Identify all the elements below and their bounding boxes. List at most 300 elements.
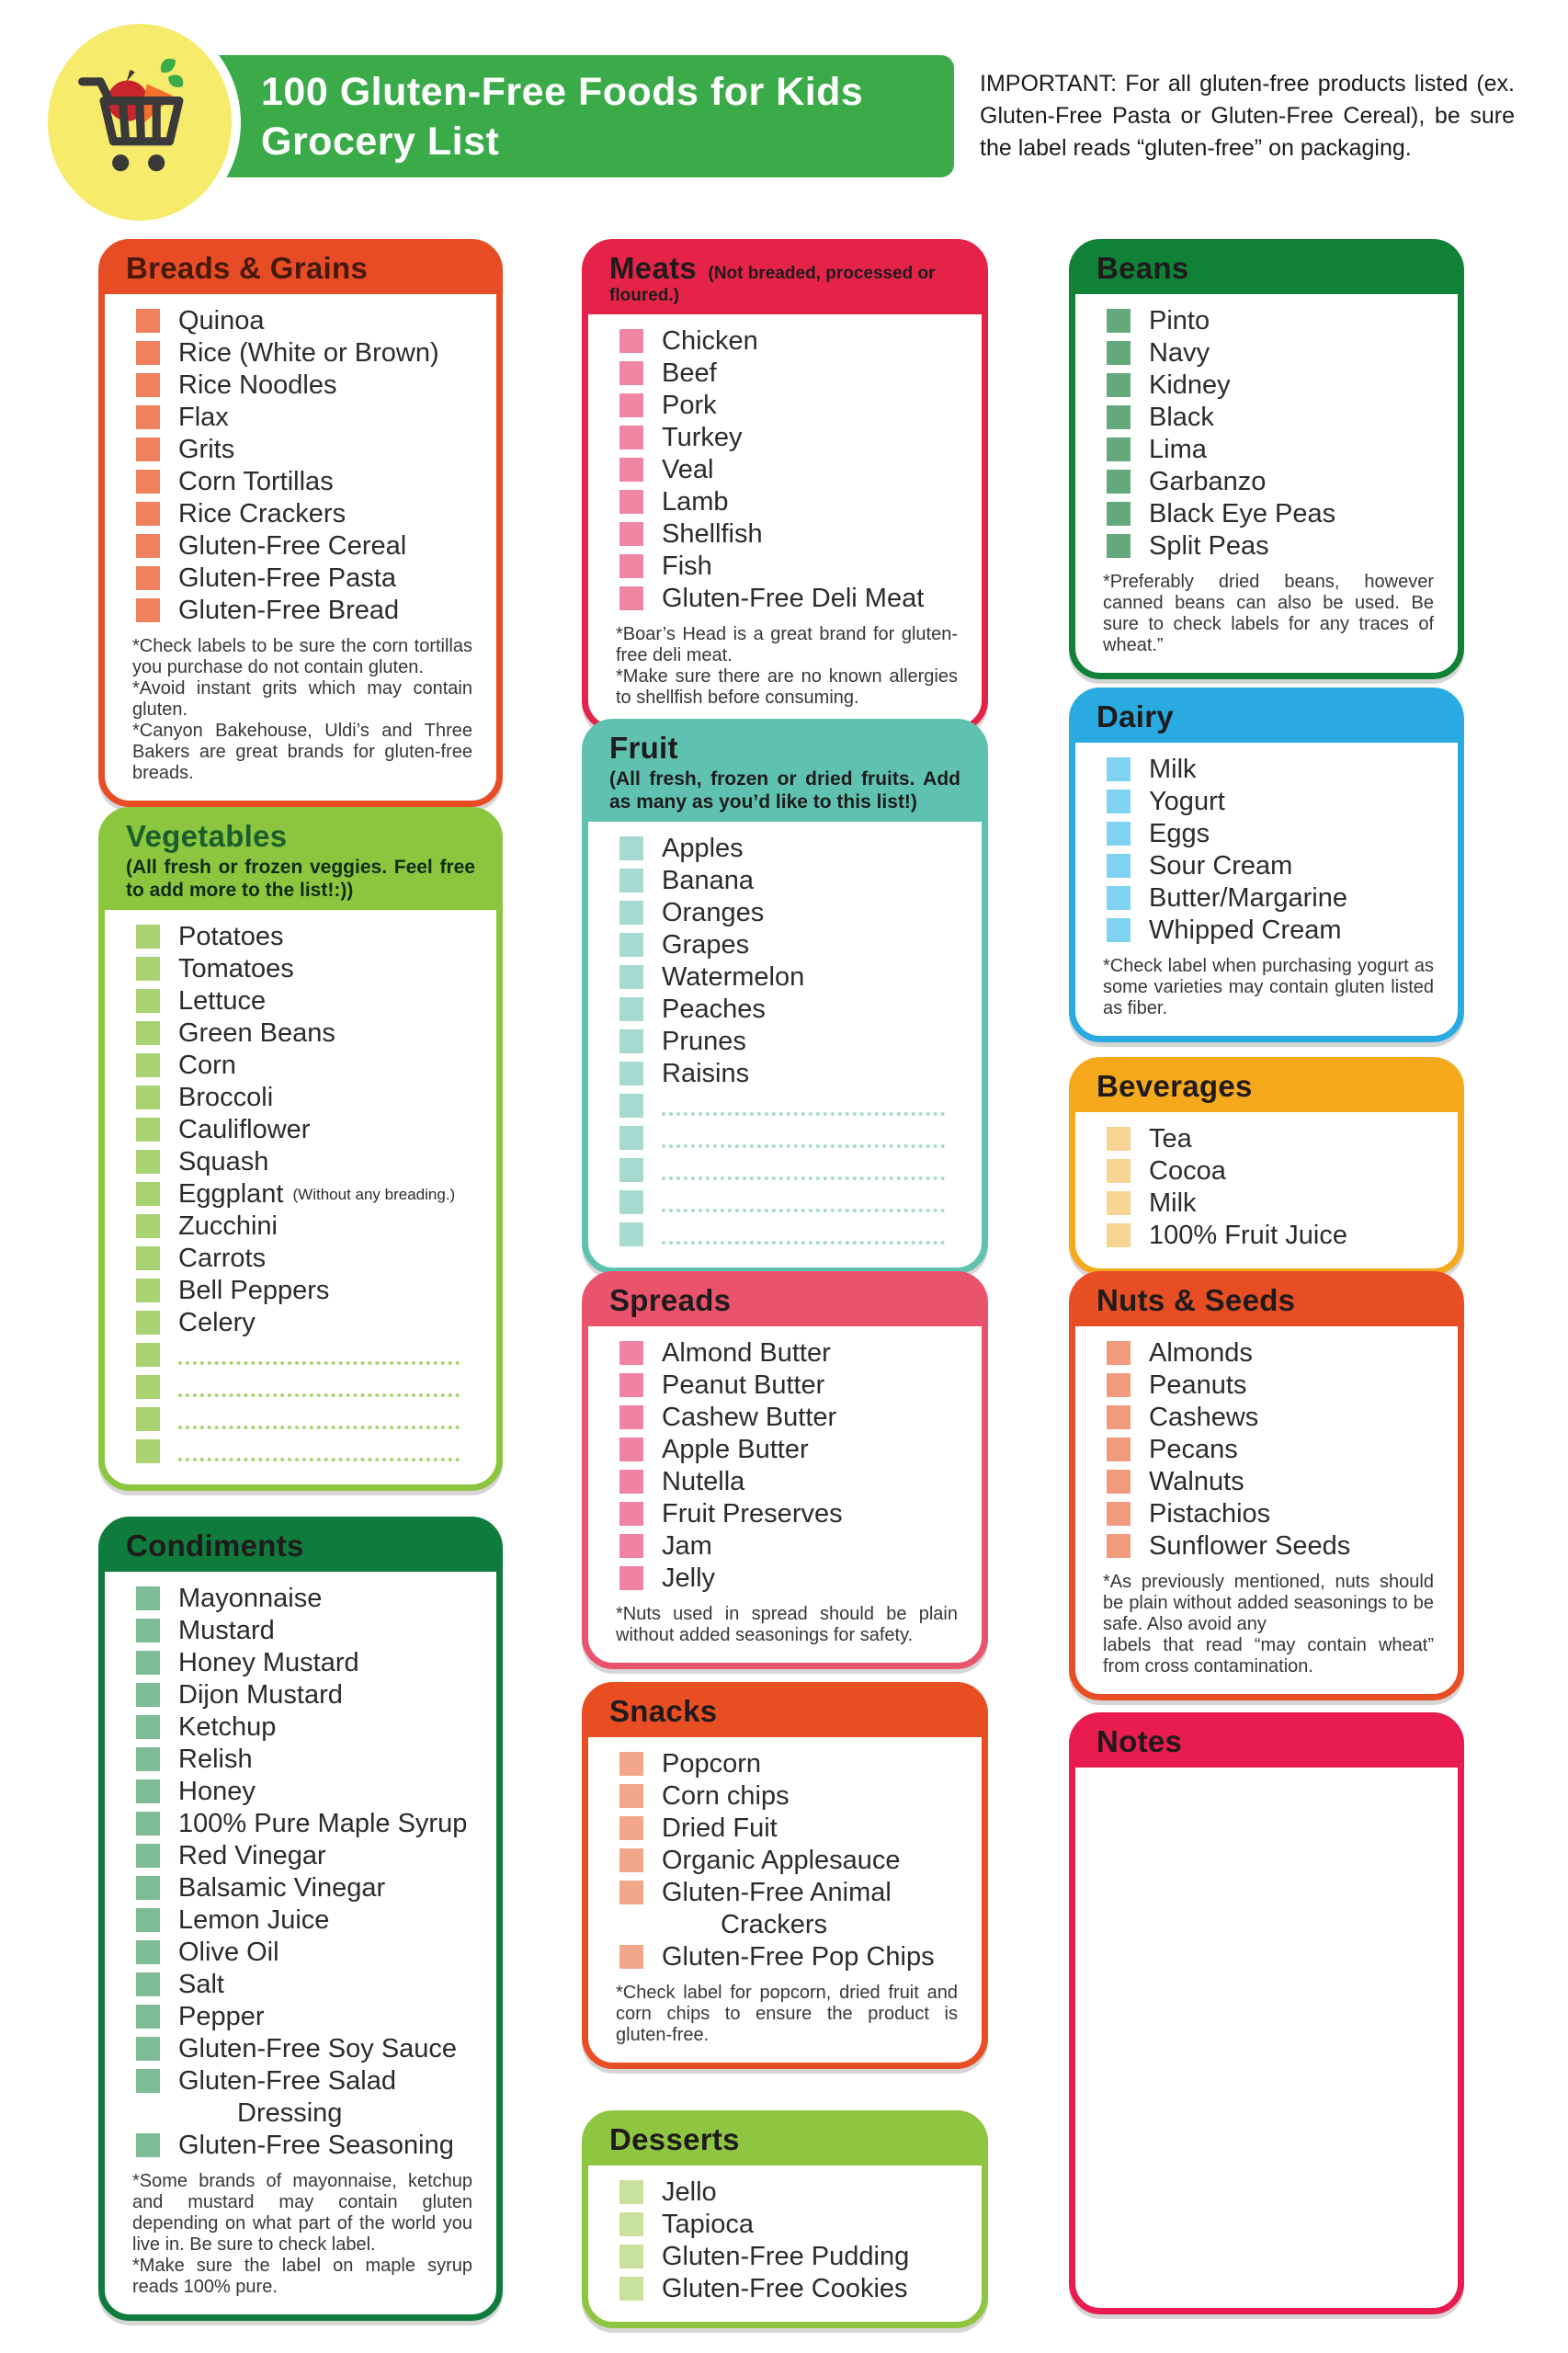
checklist-item xyxy=(123,1050,478,1082)
checkbox-icon[interactable] xyxy=(619,1222,643,1246)
checkbox-icon[interactable] xyxy=(136,1343,160,1367)
item-label: Shellfish xyxy=(662,519,763,549)
blank-entry-line[interactable] xyxy=(178,1393,460,1397)
checkbox-icon[interactable] xyxy=(136,1053,160,1077)
checkbox-icon[interactable] xyxy=(619,586,643,610)
section-body xyxy=(588,1737,982,2063)
checkbox-icon[interactable] xyxy=(619,1341,643,1365)
section-header xyxy=(104,813,497,910)
checkbox-icon[interactable] xyxy=(619,1502,643,1526)
item-label: Organic Applesauce xyxy=(662,1846,901,1875)
checkbox-icon[interactable] xyxy=(1107,1373,1131,1397)
item-label: Beef xyxy=(662,358,717,388)
blank-entry-line[interactable] xyxy=(178,1426,460,1429)
checklist xyxy=(1094,754,1439,947)
checklist-item xyxy=(123,1178,478,1211)
checklist-item xyxy=(1094,786,1439,818)
checklist-item xyxy=(1094,1466,1439,1498)
checkbox-icon[interactable] xyxy=(136,1182,160,1206)
checkbox-icon[interactable] xyxy=(619,1881,643,1904)
checkbox-icon[interactable] xyxy=(1107,534,1131,558)
section-card-breads-grains xyxy=(98,239,503,807)
checklist-item xyxy=(1094,530,1439,563)
checkbox-icon[interactable] xyxy=(619,1158,643,1182)
checkbox-icon[interactable] xyxy=(619,1752,643,1776)
checklist xyxy=(607,1748,963,1973)
section-header xyxy=(1074,1063,1459,1112)
checkbox-icon[interactable] xyxy=(136,1683,160,1707)
section-title: Notes xyxy=(1096,1724,1183,1758)
section-card-meats xyxy=(582,239,988,732)
checkbox-icon[interactable] xyxy=(136,502,160,526)
section-card-condiments xyxy=(98,1517,503,2321)
checkbox-icon[interactable] xyxy=(136,1779,160,1803)
checkbox-icon[interactable] xyxy=(1107,1341,1131,1365)
item-label: Cocoa xyxy=(1149,1156,1226,1186)
checkbox-icon[interactable] xyxy=(136,1311,160,1335)
checklist-item xyxy=(1094,850,1439,882)
page-title-line1: 100 Gluten-Free Foods for Kids xyxy=(261,69,864,114)
item-label: Black xyxy=(1149,403,1214,432)
section-title: Breads & Grains xyxy=(126,251,369,285)
checkbox-icon[interactable] xyxy=(619,1816,643,1840)
checkbox-icon[interactable] xyxy=(619,997,643,1021)
item-label: Quinoa xyxy=(178,306,265,335)
checkbox-icon[interactable] xyxy=(136,1279,160,1302)
checkbox-icon[interactable] xyxy=(136,1715,160,1739)
checkbox-icon[interactable] xyxy=(619,1062,643,1086)
checklist-item xyxy=(607,2241,963,2273)
checkbox-icon[interactable] xyxy=(619,1190,643,1214)
item-label: Lemon Juice xyxy=(178,1905,330,1935)
checkbox-icon[interactable] xyxy=(1107,1405,1131,1429)
checkbox-icon[interactable] xyxy=(136,2069,160,2093)
checklist-item xyxy=(123,1679,478,1711)
checkbox-icon[interactable] xyxy=(1107,1191,1131,1215)
checklist-item xyxy=(123,1082,478,1114)
item-label: Corn xyxy=(178,1051,236,1080)
item-label: Pistachios xyxy=(1149,1499,1271,1529)
checklist-item xyxy=(123,337,478,369)
section-card-spreads xyxy=(582,1271,988,1669)
item-label: Oranges xyxy=(662,898,765,927)
checklist-item xyxy=(1094,882,1439,915)
checkbox-icon[interactable] xyxy=(619,1566,643,1590)
checkbox-icon[interactable] xyxy=(1107,1127,1131,1151)
checklist-item xyxy=(1094,1402,1439,1434)
checklist-item xyxy=(1094,402,1439,434)
item-label: Potatoes xyxy=(178,922,284,951)
item-label: Cashew Butter xyxy=(662,1403,837,1432)
checkbox-icon[interactable] xyxy=(619,1094,643,1118)
checklist xyxy=(1094,305,1439,563)
checklist-item xyxy=(123,2001,478,2033)
checkbox-icon[interactable] xyxy=(136,1812,160,1836)
item-label: Split Peas xyxy=(1149,531,1269,561)
checkbox-icon[interactable] xyxy=(619,1029,643,1053)
checkbox-icon[interactable] xyxy=(1107,405,1131,429)
carrot-leaf xyxy=(161,59,176,73)
checkbox-icon[interactable] xyxy=(136,1619,160,1643)
checklist-item xyxy=(1094,754,1439,786)
checkbox-icon[interactable] xyxy=(136,1118,160,1142)
checkbox-icon[interactable] xyxy=(619,1373,643,1397)
checklist-item xyxy=(123,305,478,337)
checklist-item xyxy=(123,1872,478,1904)
section-header xyxy=(587,1688,983,1737)
checklist-item xyxy=(123,563,478,595)
section-title: Dairy xyxy=(1096,699,1175,733)
checklist-item xyxy=(123,985,478,1017)
item-label: Tomatoes xyxy=(178,954,294,983)
checkbox-icon[interactable] xyxy=(136,1747,160,1771)
section-header xyxy=(104,244,497,294)
checkbox-icon[interactable] xyxy=(619,901,643,925)
checkbox-icon[interactable] xyxy=(619,1470,643,1494)
checklist-item xyxy=(1094,1188,1439,1220)
section-body xyxy=(588,1326,982,1663)
checkbox-icon[interactable] xyxy=(1107,309,1131,333)
item-label: Raisins xyxy=(662,1059,750,1088)
checkbox-icon[interactable] xyxy=(619,836,643,860)
checklist-item xyxy=(123,1114,478,1146)
item-label: 100% Pure Maple Syrup xyxy=(178,1809,468,1838)
checkbox-icon[interactable] xyxy=(136,1876,160,1900)
checklist-item xyxy=(1094,1498,1439,1530)
checkbox-icon[interactable] xyxy=(136,1439,160,1463)
checklist-item xyxy=(123,1904,478,1937)
section-header xyxy=(1074,1277,1459,1326)
checklist-item xyxy=(123,1647,478,1679)
checklist-item xyxy=(123,1307,478,1339)
item-label: Gluten-Free Bread xyxy=(178,596,400,625)
section-title: Nuts & Seeds xyxy=(1096,1283,1296,1317)
grocery-cart-logo xyxy=(39,15,241,230)
checkbox-icon[interactable] xyxy=(136,1214,160,1238)
checkbox-icon[interactable] xyxy=(136,1972,160,1996)
checkbox-icon[interactable] xyxy=(136,1086,160,1109)
section-body xyxy=(1075,1112,1458,1268)
checklist-item xyxy=(607,1877,963,1941)
checkbox-icon[interactable] xyxy=(619,1848,643,1872)
section-body xyxy=(105,294,496,801)
checkbox-icon[interactable] xyxy=(136,1021,160,1045)
section-subtitle: (All fresh or frozen veggies. Feel free to add more to the list!:)) xyxy=(126,857,475,901)
checkbox-icon[interactable] xyxy=(1107,341,1131,365)
checkbox-icon[interactable] xyxy=(619,2212,643,2236)
section-footnote: *Boar’s Head is a great brand for gluten-free deli meat. *Make sure there are no known allergies to shellfish before consuming. xyxy=(616,624,958,708)
item-label: Grits xyxy=(178,435,235,464)
checkbox-icon[interactable] xyxy=(136,598,160,622)
checkbox-icon[interactable] xyxy=(136,1651,160,1675)
checklist-item xyxy=(123,1211,478,1243)
checkbox-icon[interactable] xyxy=(1107,1534,1131,1558)
checklist xyxy=(607,325,963,615)
checklist xyxy=(607,1337,963,1595)
item-label: Butter/Margarine xyxy=(1149,883,1347,913)
checkbox-icon[interactable] xyxy=(136,2005,160,2029)
checkbox-icon[interactable] xyxy=(1107,502,1131,526)
blank-entry-line[interactable] xyxy=(662,1176,945,1180)
checklist-item xyxy=(123,1744,478,1776)
section-header xyxy=(587,244,983,314)
checklist-item xyxy=(607,833,963,865)
checklist-item xyxy=(123,1808,478,1840)
item-label: Mustard xyxy=(178,1616,275,1645)
item-label: Gluten-Free Salad Dressing xyxy=(178,2066,396,2128)
checkbox-icon[interactable] xyxy=(619,2277,643,2301)
checklist-item xyxy=(607,1434,963,1466)
section-card-notes xyxy=(1069,1712,1464,2314)
item-label: Watermelon xyxy=(662,962,805,992)
checkbox-icon[interactable] xyxy=(619,1438,643,1461)
item-label: Rice Crackers xyxy=(178,499,347,529)
checklist-item xyxy=(607,1058,963,1090)
checkbox-icon[interactable] xyxy=(619,329,643,353)
item-label: Eggplant xyxy=(178,1179,284,1209)
item-label: Lettuce xyxy=(178,986,267,1016)
item-label: Relish xyxy=(178,1745,253,1774)
blank-entry-line[interactable] xyxy=(178,1361,460,1365)
section-footnote: *Check labels to be sure the corn tortillas you purchase do not contain gluten. *Avoid instant grits which may contain gluten. *Canyon Bakehouse, Uldi’s and Three Bakers are great brands for gluten-free breads. xyxy=(132,636,472,783)
section-card-dairy xyxy=(1069,688,1464,1042)
checkbox-icon[interactable] xyxy=(136,989,160,1013)
checkbox-icon[interactable] xyxy=(136,1375,160,1399)
shopping-cart-icon xyxy=(68,51,211,194)
checkbox-icon[interactable] xyxy=(1107,918,1131,942)
checklist-item xyxy=(123,1017,478,1050)
blank-entry-line[interactable] xyxy=(662,1112,945,1116)
checklist-item xyxy=(1094,1337,1439,1370)
checkbox-icon[interactable] xyxy=(619,933,643,957)
checkbox-icon[interactable] xyxy=(619,426,643,449)
item-note: (Without any breading.) xyxy=(292,1186,456,1203)
checkbox-icon[interactable] xyxy=(136,534,160,558)
item-label: Nutella xyxy=(662,1467,745,1496)
item-label: Cauliflower xyxy=(178,1115,311,1144)
item-label: Mayonnaise xyxy=(178,1584,323,1613)
checkbox-icon[interactable] xyxy=(136,1908,160,1932)
checklist-item xyxy=(607,422,963,454)
carrot-leaf xyxy=(168,75,183,87)
checkbox-icon[interactable] xyxy=(1107,1470,1131,1494)
checkbox-icon[interactable] xyxy=(136,957,160,981)
section-body xyxy=(1075,743,1458,1036)
checkbox-icon[interactable] xyxy=(1107,373,1131,397)
checkbox-icon[interactable] xyxy=(619,2180,643,2204)
checkbox-icon[interactable] xyxy=(136,309,160,333)
checklist-item xyxy=(607,551,963,583)
checklist-item xyxy=(123,434,478,466)
checkbox-icon[interactable] xyxy=(619,393,643,417)
item-label: Gluten-Free Seasoning xyxy=(178,2131,454,2160)
checklist xyxy=(607,833,963,1251)
checklist xyxy=(607,2177,963,2305)
checkbox-icon[interactable] xyxy=(619,1405,643,1429)
checkbox-icon[interactable] xyxy=(1107,1438,1131,1461)
item-label: Jello xyxy=(662,2177,717,2207)
checkbox-icon[interactable] xyxy=(619,458,643,482)
checklist-item xyxy=(607,1466,963,1498)
checklist-item xyxy=(607,1941,963,1973)
item-label: Broccoli xyxy=(178,1083,274,1112)
checklist-item xyxy=(123,1615,478,1647)
checkbox-icon[interactable] xyxy=(619,1126,643,1150)
checkbox-icon[interactable] xyxy=(136,1940,160,1964)
section-card-beans xyxy=(1069,239,1464,679)
cart-wheel xyxy=(112,154,129,171)
checkbox-icon[interactable] xyxy=(136,925,160,949)
section-body xyxy=(1075,294,1458,673)
item-label: Gluten-Free Deli Meat xyxy=(662,584,925,613)
checklist-item xyxy=(607,1780,963,1813)
section-footnote: *Check label when purchasing yogurt as some varieties may contain gluten listed as fiber. xyxy=(1103,956,1434,1018)
checkbox-icon[interactable] xyxy=(136,1586,160,1610)
checkbox-icon[interactable] xyxy=(619,522,643,546)
item-label: Pinto xyxy=(1149,306,1210,335)
checkbox-icon[interactable] xyxy=(619,869,643,892)
blank-entry-line[interactable] xyxy=(178,1458,460,1461)
item-label: Lima xyxy=(1149,435,1207,464)
item-label: Sunflower Seeds xyxy=(1149,1531,1351,1561)
section-footnote: *Check label for popcorn, dried fruit and corn chips to ensure the product is gluten-free. xyxy=(616,1983,958,2045)
checkbox-icon[interactable] xyxy=(136,1246,160,1270)
section-card-desserts xyxy=(582,2110,988,2328)
cart-wheel xyxy=(148,154,165,171)
item-label: Apples xyxy=(662,834,744,863)
checkbox-icon[interactable] xyxy=(136,1407,160,1431)
checkbox-icon[interactable] xyxy=(1107,854,1131,878)
title-banner xyxy=(195,55,954,177)
checkbox-icon[interactable] xyxy=(1107,1502,1131,1526)
checklist-item xyxy=(607,486,963,518)
checklist-item xyxy=(607,1845,963,1877)
checklist-item xyxy=(1094,1530,1439,1563)
checkbox-icon[interactable] xyxy=(1107,1159,1131,1183)
checklist-item xyxy=(123,1339,478,1371)
checklist-item xyxy=(607,454,963,486)
item-label: Sour Cream xyxy=(1149,851,1293,881)
item-label: Red Vinegar xyxy=(178,1841,326,1870)
blank-entry-line[interactable] xyxy=(662,1144,945,1148)
checkbox-icon[interactable] xyxy=(1107,470,1131,494)
item-label: Olive Oil xyxy=(178,1938,279,1967)
checklist-item xyxy=(123,1404,478,1436)
checkbox-icon[interactable] xyxy=(136,438,160,461)
item-label: Milk xyxy=(1149,1188,1197,1218)
section-card-beverages xyxy=(1069,1057,1464,1275)
checkbox-icon[interactable] xyxy=(136,566,160,590)
section-footnote: *As previously mentioned, nuts should be plain without added seasonings to be safe. Also avoid any labels that read “may contain wheat” from cross contamination. xyxy=(1103,1572,1434,1677)
checkbox-icon[interactable] xyxy=(619,361,643,385)
checkbox-icon[interactable] xyxy=(619,965,643,989)
checkbox-icon[interactable] xyxy=(136,1150,160,1174)
checklist-item xyxy=(123,1937,478,1969)
item-label: Tea xyxy=(1149,1124,1192,1154)
checklist-item xyxy=(123,1776,478,1808)
section-title: Meats xyxy=(609,251,698,285)
checklist-item xyxy=(123,2065,478,2130)
checklist-item xyxy=(123,921,478,953)
item-label: Ketchup xyxy=(178,1712,277,1742)
item-label: Gluten-Free Pop Chips xyxy=(662,1942,935,1972)
checklist-item xyxy=(607,897,963,929)
checklist-item xyxy=(123,1969,478,2001)
checklist-item xyxy=(607,518,963,551)
item-label: Milk xyxy=(1149,755,1197,784)
checkbox-icon[interactable] xyxy=(619,2245,643,2268)
checklist-item xyxy=(123,2130,478,2162)
checkbox-icon[interactable] xyxy=(136,405,160,429)
checkbox-icon[interactable] xyxy=(619,490,643,514)
item-label: Balsamic Vinegar xyxy=(178,1873,386,1903)
section-footnote: *Nuts used in spread should be plain without added seasonings for safety. xyxy=(616,1604,958,1645)
checkbox-icon[interactable] xyxy=(1107,822,1131,846)
checkbox-icon[interactable] xyxy=(619,1534,643,1558)
checkbox-icon[interactable] xyxy=(1107,438,1131,461)
checklist xyxy=(1094,1123,1439,1252)
item-label: Tapioca xyxy=(662,2210,754,2239)
item-label: Pepper xyxy=(178,2002,265,2031)
blank-entry-line[interactable] xyxy=(662,1241,945,1245)
checklist-item xyxy=(1094,337,1439,369)
checklist-item xyxy=(123,1371,478,1404)
item-label: Almonds xyxy=(1149,1338,1253,1368)
checklist xyxy=(123,1583,478,2162)
checkbox-icon[interactable] xyxy=(136,373,160,397)
checkbox-icon[interactable] xyxy=(136,1844,160,1868)
checklist-item xyxy=(607,961,963,994)
checklist-item xyxy=(607,1813,963,1845)
item-label: Garbanzo xyxy=(1149,467,1267,496)
item-label: Cashews xyxy=(1149,1403,1259,1432)
item-label: Celery xyxy=(178,1308,256,1337)
checkbox-icon[interactable] xyxy=(136,341,160,365)
item-label: Dijon Mustard xyxy=(178,1680,343,1710)
checkbox-icon[interactable] xyxy=(619,554,643,578)
checklist-item xyxy=(123,530,478,563)
blank-entry-line[interactable] xyxy=(662,1209,945,1212)
checkbox-icon[interactable] xyxy=(619,1945,643,1969)
checklist-item xyxy=(123,1583,478,1615)
section-body xyxy=(1075,1768,1458,2308)
item-label: Salt xyxy=(178,1970,224,1999)
section-body xyxy=(105,1572,496,2314)
checkbox-icon[interactable] xyxy=(136,2133,160,2157)
checkbox-icon[interactable] xyxy=(136,2037,160,2061)
checkbox-icon[interactable] xyxy=(1107,757,1131,781)
section-header xyxy=(104,1522,497,1572)
checkbox-icon[interactable] xyxy=(136,470,160,494)
section-body xyxy=(588,314,982,725)
item-label: Jam xyxy=(662,1531,712,1561)
section-card-vegetables xyxy=(98,807,503,1491)
checklist-item xyxy=(607,1563,963,1595)
item-label: Honey Mustard xyxy=(178,1648,359,1677)
checkbox-icon[interactable] xyxy=(1107,1223,1131,1247)
checklist-item xyxy=(607,390,963,422)
checklist-item xyxy=(1094,369,1439,402)
checklist-item xyxy=(607,2209,963,2241)
item-label: Whipped Cream xyxy=(1149,915,1342,945)
item-label: Chicken xyxy=(662,326,758,356)
checkbox-icon[interactable] xyxy=(1107,790,1131,813)
checkbox-icon[interactable] xyxy=(1107,886,1131,910)
checkbox-icon[interactable] xyxy=(619,1784,643,1808)
item-label: Prunes xyxy=(662,1027,746,1056)
checklist-item xyxy=(607,994,963,1026)
section-title: Condiments xyxy=(126,1529,304,1563)
